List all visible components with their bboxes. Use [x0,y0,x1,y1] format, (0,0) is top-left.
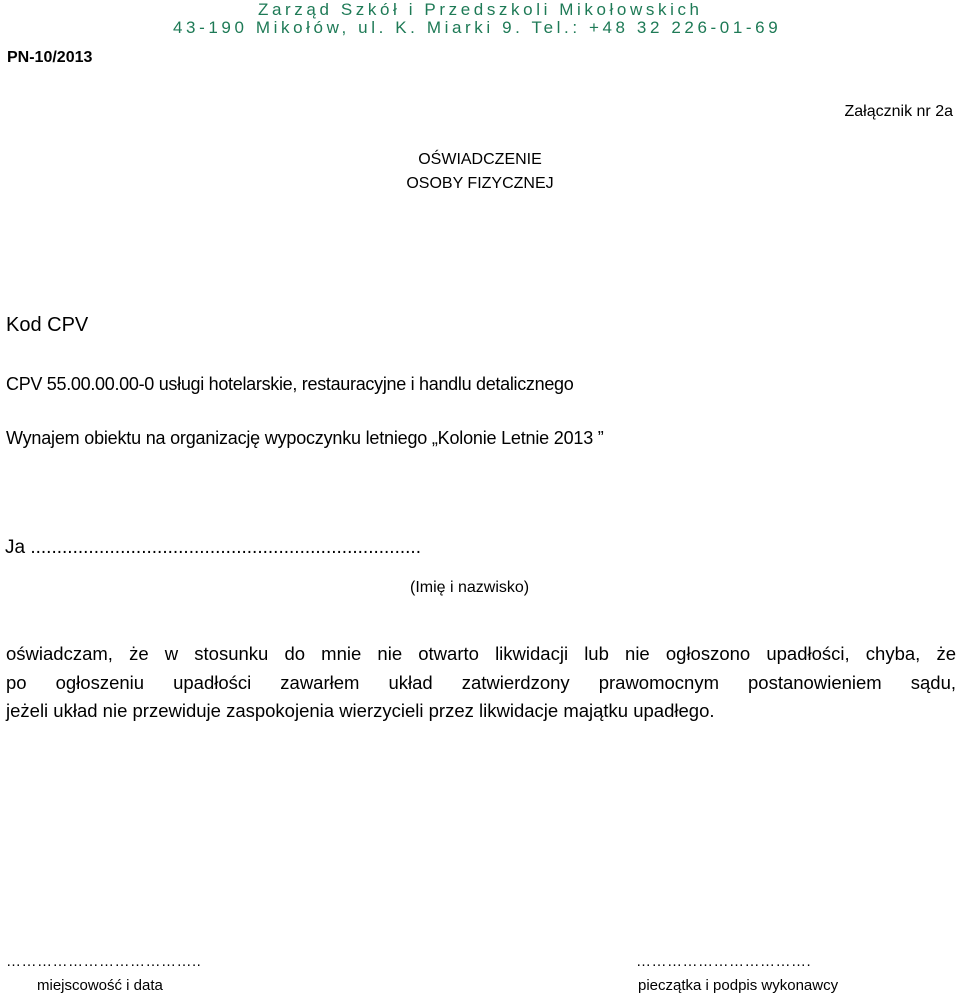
attachment-label: Załącznik nr 2a [844,103,953,120]
procurement-subject: Wynajem obiektu na organizację wypoczynku letniego „Kolonie Letnie 2013 ” [6,428,604,448]
statement-text [6,640,956,726]
document-number: PN-10/2013 [7,49,93,66]
cpv-code: CPV 55.00.00.00-0 usługi hotelarskie, restauracyjne i handlu detalicznego [6,374,574,394]
document-title: OŚWIADCZENIE [418,151,542,168]
declarant-name-caption: (Imię i nazwisko) [410,579,530,596]
organization-address: 43-190 Mikołów, ul. K. Miarki 9. Tel.: +48 32 226-01-69 [173,18,782,37]
document-subtitle: OSOBY FIZYCZNEJ [406,175,554,192]
statement-line-1: oświadczam, że w stosunku do mnie nie otwarto likwidacji lub nie ogłoszono upadłości, chyba, że [6,643,956,664]
statement-line-3: jeżeli układ nie przewiduje zaspokojenia wierzycieli przez likwidacje majątku upadłego. [6,700,715,721]
place-date-dots: ……………………………….. [6,953,202,970]
statement-line-2: po ogłoszeniu upadłości zawarłem układ zatwierdzony prawomocnym postanowieniem sądu, [6,671,956,693]
cpv-label: Kod CPV [6,314,89,336]
signature-caption: pieczątka i podpis wykonawcy [638,977,839,994]
organization-name: Zarząd Szkół i Przedszkoli Mikołowskich [258,0,703,19]
declarant-name-line: Ja .......................................................................... [5,537,421,558]
place-date-caption: miejscowość i data [37,977,163,994]
signature-dots: ……………………………. [636,953,812,970]
